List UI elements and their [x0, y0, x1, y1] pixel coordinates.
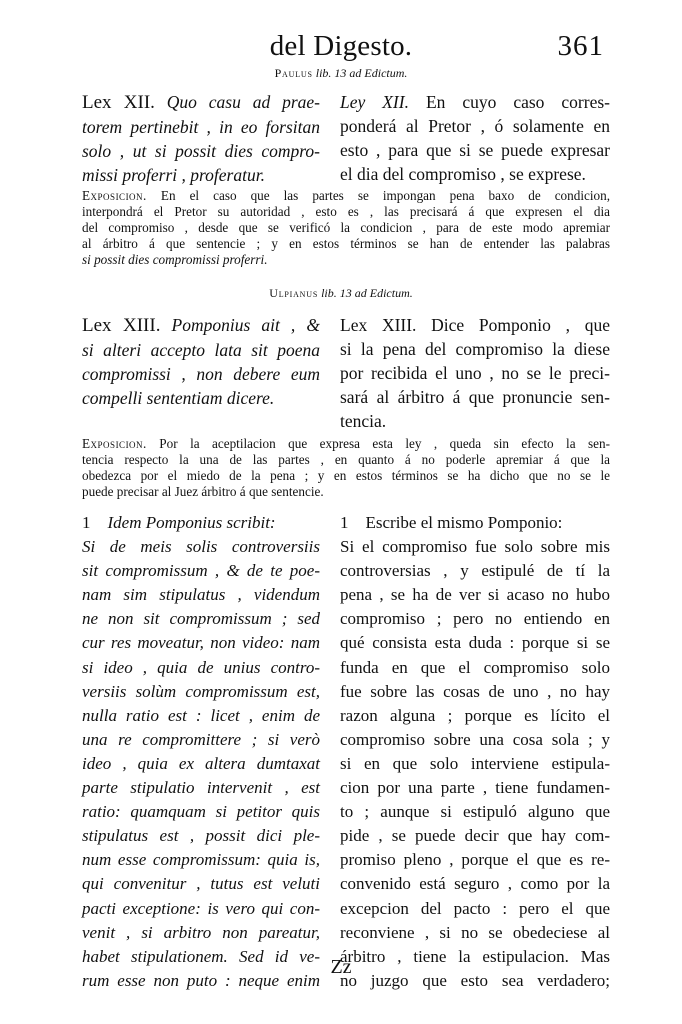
- section-1-latin-line: parte stipulatio intervenit , est: [82, 778, 320, 798]
- section-1-spanish-line: to ; aunque si estipuló alguno que: [340, 802, 610, 822]
- exposicion-line: obedezca por el miedo de la pena ; y en estos términos se ha dicho que no se le: [82, 468, 610, 483]
- law-12-latin-line: missi proferri , proferatur.: [82, 165, 265, 185]
- exposicion-line: puede precisar al Juez árbitro á que sentencie.: [82, 484, 324, 499]
- source-detail: lib. 13 ad Edictum.: [321, 286, 413, 300]
- law-12-spanish-line: el dia del compromiso , se exprese.: [340, 164, 586, 184]
- section-1-latin-line: num esse compromissum: quia is,: [82, 850, 320, 870]
- source-author: Paulus: [274, 66, 313, 80]
- law-13-latin-heading: Lex XIII.: [82, 315, 161, 336]
- law-12-latin-line: Quo casu ad prae-: [154, 92, 320, 112]
- section-number: 1: [82, 513, 91, 532]
- section-1-latin-line: venit , si arbitro non pareatur,: [82, 922, 320, 942]
- section-1-latin-line: nulla ratio est : licet , enim de: [82, 705, 320, 725]
- section-1-spanish-line: promiso pleno , porque el que es re-: [340, 850, 610, 870]
- section-1-latin-line: habet stipulationem. Sed id ve-: [82, 946, 320, 966]
- section-1-spanish-line: reconviene , si no se obedeciese al: [340, 922, 610, 942]
- section-number: 1: [340, 513, 349, 532]
- law-13-latin-line: si alteri accepto lata sit poena: [82, 340, 320, 360]
- law-13-latin-line: compromissi , non debere eum: [82, 364, 320, 384]
- section-1-latin-line: Si de meis solis controversiis: [82, 537, 320, 557]
- section-1-latin-line: qui convenitur , tutus est veluti: [82, 874, 320, 894]
- law-12-latin-heading: Lex XII.: [82, 92, 155, 113]
- law-13-spanish-heading: Lex XIII.: [340, 315, 417, 335]
- law-13-latin-line: compelli sententiam dicere.: [82, 388, 275, 408]
- section-1-spanish-line: excepcion del pacto : pero el que: [340, 898, 610, 918]
- section-1-latin-line: ideo , quia ex altera dumtaxat: [82, 753, 320, 773]
- section-1-latin-line: cur res moveatur, non video: nam: [82, 633, 320, 653]
- law-13-spanish-line: por recibida el uno , no se le preci-: [340, 363, 610, 383]
- source-detail: lib. 13 ad Edictum.: [315, 66, 408, 80]
- section-1-spanish-line: cion por una parte , tiene fundamen-: [340, 778, 610, 798]
- law-12-latin-line: torem pertinebit , in eo forsitan: [82, 117, 320, 137]
- exposicion-line: interpondrá el Pretor su autoridad , esto es , las precisará á que expresen el dia: [82, 204, 610, 219]
- section-1-latin-line: sit compromissum , & de te poe-: [82, 561, 320, 581]
- law-12-spanish: [340, 90, 610, 186]
- section-1-latin-line: ne non sit compromissum ; sed: [82, 609, 320, 629]
- exposicion-label: Exposicion.: [82, 436, 147, 451]
- section-1-latin-line: versiis solùm compromissum est,: [82, 681, 320, 701]
- section-1-latin-line: stipulatus est , possit dici ple-: [82, 826, 320, 846]
- section-1-spanish-line: controversias , y estipulé de tí la: [340, 561, 610, 581]
- section-1-spanish-line: compromiso ; pero no entiendo en: [340, 609, 610, 629]
- law-12-latin: [82, 90, 320, 187]
- exposicion-line: En el caso que las partes se impongan pena baxo de condicion,: [146, 188, 610, 203]
- law-13-exposicion: [82, 436, 610, 500]
- exposicion-line: del compromiso , desde que se verificó la condicion , para de este modo apremiar: [82, 220, 610, 235]
- law-13-spanish-line: sará al árbitro á que pronuncie sen-: [340, 387, 610, 407]
- law-12-exposicion: [82, 188, 610, 268]
- section-1-spanish-line: pena , se ha de ver si acaso no hubo: [340, 585, 610, 605]
- section-1-spanish-line: árbitro , tiene la estipulacion. Mas: [340, 946, 610, 966]
- exposicion-line: Por la aceptilacion que expresa esta ley , queda sin efecto la sen-: [146, 436, 610, 451]
- source-citation: [0, 286, 682, 301]
- law-12-latin-line: solo , ut si possit dies compro-: [82, 141, 320, 161]
- source-author: Ulpianus: [269, 286, 319, 300]
- section-1-spanish-line: compromiso sobre una cosa sola ; y: [340, 729, 610, 749]
- section-1-latin-line: pacti exceptione: is vero qui con-: [82, 898, 320, 918]
- law-12-spanish-line: En cuyo caso corres-: [408, 92, 610, 112]
- law-13-spanish: [340, 313, 610, 433]
- section-1-spanish-line: pide , se puede decir que hay com-: [340, 826, 610, 846]
- section-1-spanish-line: si en que solo interviene estipula-: [340, 753, 610, 773]
- law-13-spanish-line: tencia.: [340, 411, 387, 431]
- law-13-latin: [82, 313, 320, 410]
- section-1-spanish-line: Escribe el mismo Pomponio:: [365, 513, 563, 532]
- section-1-spanish-line: funda en que el compromiso solo: [340, 657, 610, 677]
- source-citation: [0, 66, 682, 81]
- section-1-latin: [82, 511, 320, 993]
- section-1-latin-line: rum esse non puto : neque enim: [82, 970, 320, 990]
- section-1-latin-line: si ideo , quia de unius contro-: [82, 657, 320, 677]
- section-1-latin-line: Idem Pomponius scribit:: [107, 513, 276, 532]
- law-13-latin-line: Pomponius ait , &: [160, 315, 320, 335]
- section-1-latin-line: ratio: quamquam si petitor quis: [82, 802, 320, 822]
- section-1-latin-line: una re compromittere ; si verò: [82, 729, 320, 749]
- section-1-latin-line: nam sim stipulatus , videndum: [82, 585, 320, 605]
- running-title: del Digesto.: [269, 30, 413, 62]
- section-1-spanish-line: razon alguna ; porque es lícito el: [340, 705, 610, 725]
- exposicion-line: si possit dies compromissi proferri.: [82, 252, 268, 267]
- law-12-spanish-line: esto , para que si se puede expresar: [340, 140, 610, 160]
- page-number: 361: [557, 30, 604, 62]
- law-12-spanish-heading: Ley XII.: [340, 92, 409, 112]
- exposicion-label: Exposicion.: [82, 188, 147, 203]
- section-1-spanish-line: fue sobre las cosas de uno , no hay: [340, 681, 610, 701]
- law-12-spanish-line: ponderá al Pretor , ó solamente en: [340, 116, 610, 136]
- section-1-spanish-line: Si el compromiso fue solo sobre mis: [340, 537, 610, 557]
- section-1-spanish-line: convenido está seguro , como por la: [340, 874, 610, 894]
- law-13-spanish-line: Dice Pomponio , que: [416, 315, 610, 335]
- section-1-spanish: [340, 511, 610, 993]
- exposicion-line: al árbitro á que sentencie ; y en estos términos se han de entender las palabras: [82, 236, 610, 251]
- section-1-spanish-line: qué consista esta duda : porque si se: [340, 633, 610, 653]
- law-13-spanish-line: si la pena del compromiso la diese: [340, 339, 610, 359]
- exposicion-line: tencia respecto la una de las partes , en quanto á no poderle apremiar á que la: [82, 452, 610, 467]
- section-1-spanish-line: no juzgo que esto sea verdadero;: [340, 970, 610, 990]
- signature-mark: Zz: [330, 956, 352, 978]
